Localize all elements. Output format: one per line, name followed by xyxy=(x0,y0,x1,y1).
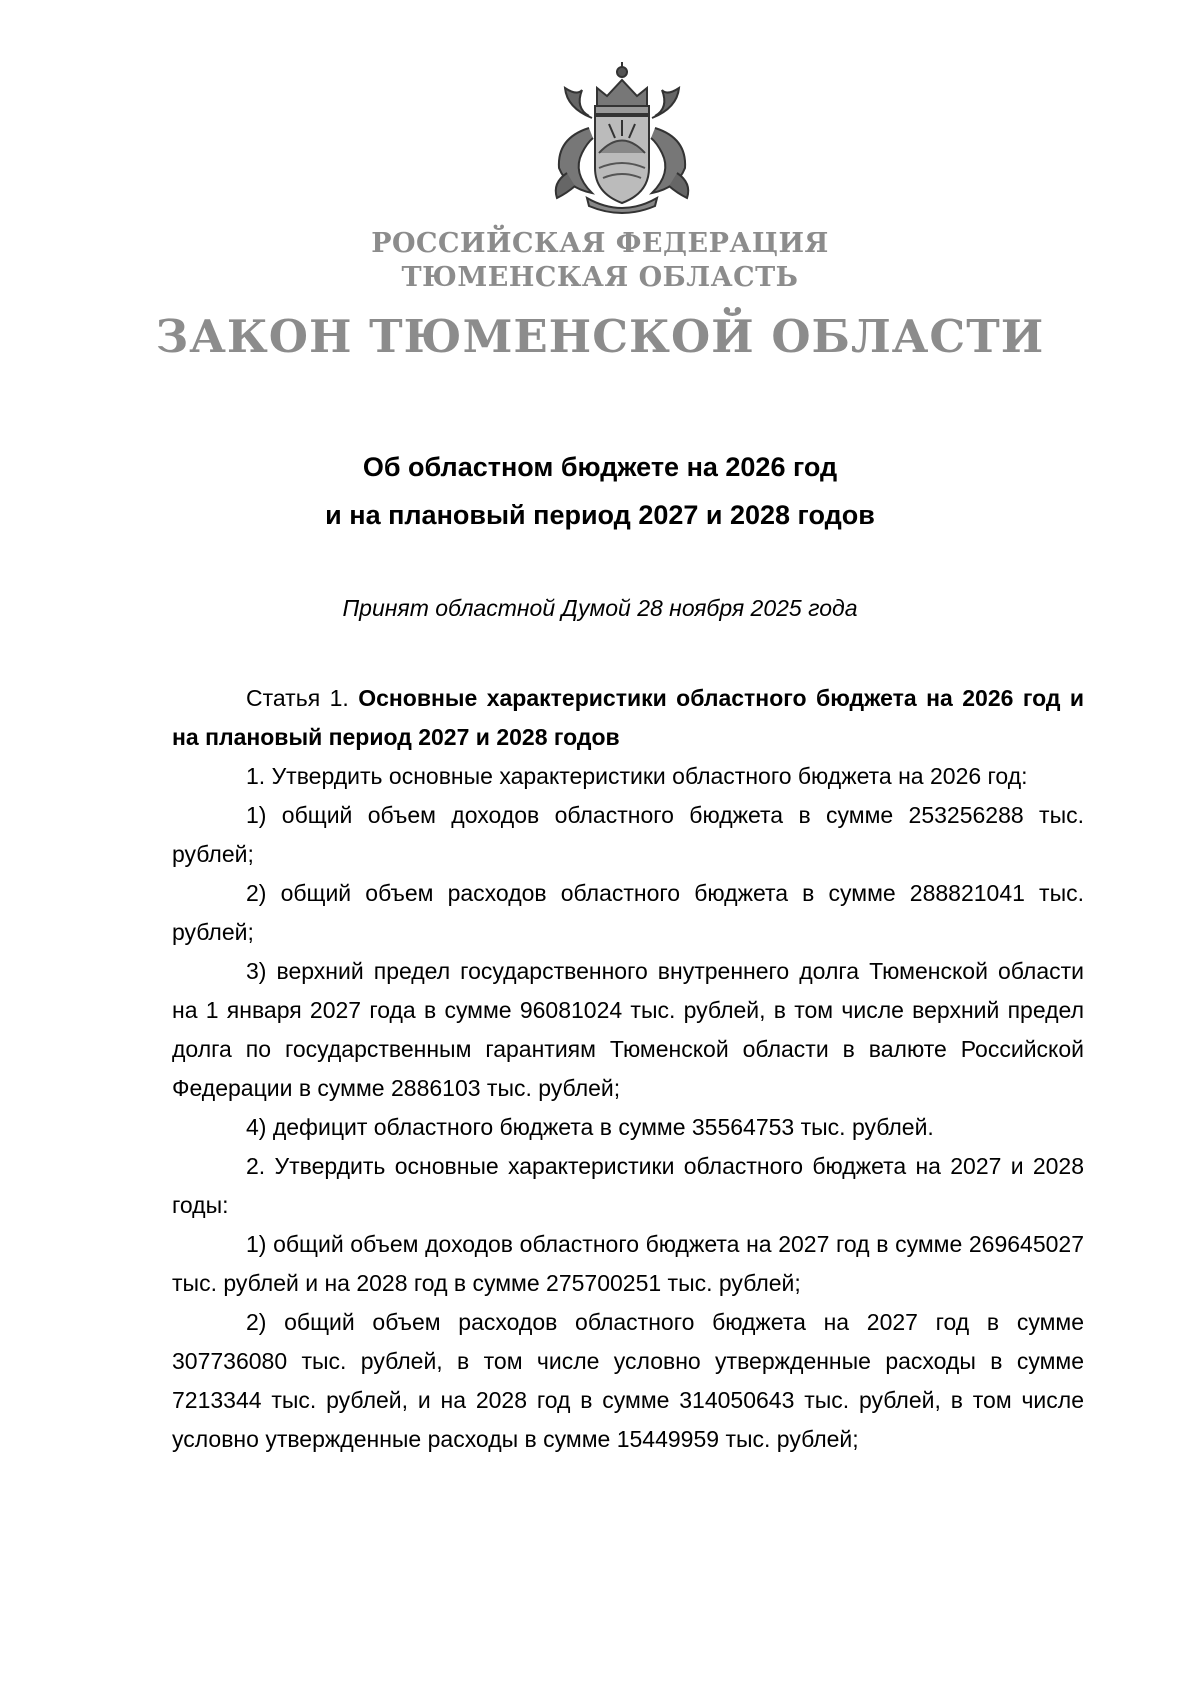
region-heading: ТЮМЕНСКАЯ ОБЛАСТЬ xyxy=(401,262,799,293)
paragraph: 1. Утвердить основные характеристики областного бюджета на 2026 год: xyxy=(246,763,1028,789)
article-1-heading xyxy=(172,679,1084,757)
paragraph: 2) общий объем расходов областного бюджета в сумме 288821041 тыс. рублей; xyxy=(172,880,1084,945)
paragraph: 2) общий объем расходов областного бюджета на 2027 год в сумме 307736080 тыс. рублей, в том числе условно утвержденные расходы в сумме 7213344 тыс. рублей, и на 2028 год в сумме 314050643 тыс. рублей, в том числе условно утвержденные расходы в сумме 15449959 тыс. рублей; xyxy=(172,1309,1084,1452)
law-title-line-1: Об областном бюджете на 2026 год xyxy=(362,452,838,482)
law-body xyxy=(172,679,1084,1459)
law-type-heading: ЗАКОН ТЮМЕНСКОЙ ОБЛАСТИ xyxy=(155,310,1045,363)
paragraph: 1) общий объем доходов областного бюджета в сумме 253256288 тыс. рублей; xyxy=(172,802,1084,867)
adoption-date: Принят областной Думой 28 ноября 2025 года xyxy=(342,595,858,621)
article-title: Основные характеристики областного бюджета на 2026 год и на плановый период 2027 и 2028 годов xyxy=(172,685,1085,750)
federation-heading: РОССИЙСКАЯ ФЕДЕРАЦИЯ xyxy=(371,228,829,259)
paragraph: 4) дефицит областного бюджета в сумме 35564753 тыс. рублей. xyxy=(246,1114,934,1140)
paragraph: 2. Утвердить основные характеристики областного бюджета на 2027 и 2028 годы: xyxy=(172,1153,1084,1218)
tyumen-coat-of-arms-icon xyxy=(537,58,707,216)
law-title-line-2: и на плановый период 2027 и 2028 годов xyxy=(325,500,875,530)
paragraph: 1) общий объем доходов областного бюджета на 2027 год в сумме 269645027 тыс. рублей и на 2028 год в сумме 275700251 тыс. рублей; xyxy=(172,1231,1084,1296)
paragraph: 3) верхний предел государственного внутреннего долга Тюменской области на 1 января 2027 года в сумме 96081024 тыс. рублей, в том числе верхний предел долга по государственным гарантиям Тюменской области в валюте Российской Федерации в сумме 2886103 тыс. рублей; xyxy=(172,958,1084,1101)
article-label: Статья 1. xyxy=(246,685,349,711)
